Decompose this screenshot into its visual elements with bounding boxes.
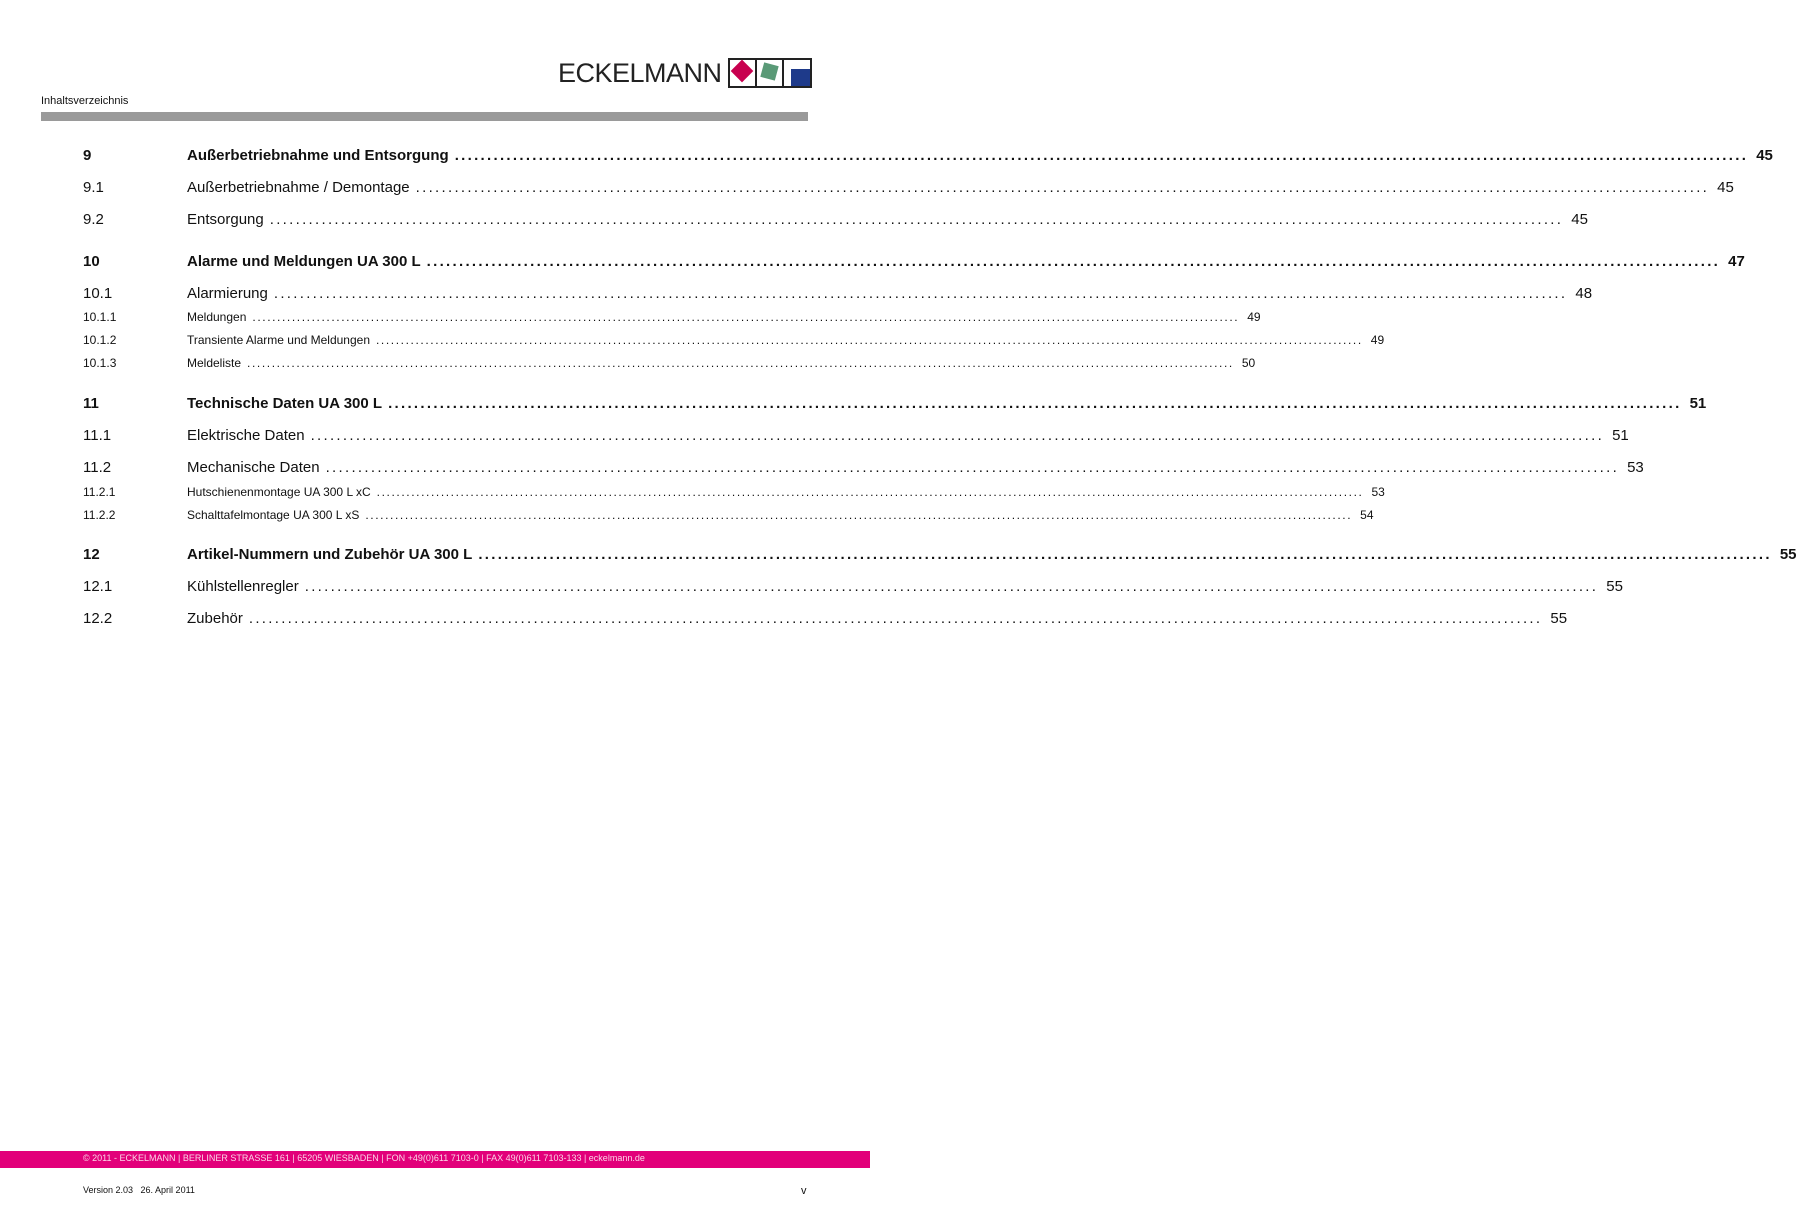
toc-page: 55 [1779, 546, 1797, 563]
dot-leader: ........................................................................................................................................................................................................ [376, 485, 1364, 499]
toc-number: 10.1.1 [83, 310, 117, 324]
toc-entry[interactable] [83, 179, 1734, 196]
page-number: v [801, 1185, 807, 1197]
toc-entry[interactable] [83, 427, 1629, 444]
toc-page: 45 [1756, 147, 1773, 164]
toc-entry[interactable] [83, 253, 1745, 270]
toc-number: 11.2.1 [83, 485, 116, 499]
dot-leader: ........................................................................................................................................................................................................ [248, 610, 1543, 627]
toc-page: 48 [1575, 285, 1593, 302]
toc-page: 45 [1717, 179, 1734, 196]
toc-number: 10.1.3 [83, 356, 117, 370]
dot-leader: ........................................................................................................................................................................................................ [304, 578, 1599, 595]
toc-number: 11.2.2 [83, 508, 116, 522]
toc-page: 54 [1360, 508, 1374, 522]
toc-title: Kühlstellenregler [187, 578, 299, 595]
toc-title: Schalttafelmontage UA 300 L xS [187, 508, 360, 522]
toc-title: Artikel-Nummern und Zubehör UA 300 L [187, 546, 473, 563]
toc-number: 10.1.2 [83, 333, 117, 347]
toc-title: Hutschienenmontage UA 300 L xC [187, 485, 371, 499]
toc-title: Außerbetriebnahme / Demontage [187, 179, 410, 196]
toc-entry[interactable] [83, 356, 1256, 370]
toc-entry[interactable] [83, 147, 1773, 164]
toc-entry[interactable] [83, 610, 1568, 627]
toc-page: 51 [1612, 427, 1629, 444]
toc-page: 50 [1241, 356, 1256, 370]
toc-number: 9.2 [83, 211, 104, 228]
header-rule [41, 112, 808, 121]
logo-text: ECKELMANN [558, 57, 722, 88]
toc-title: Elektrische Daten [187, 427, 305, 444]
dot-leader: ........................................................................................................................................................................................................ [388, 395, 1682, 412]
toc-page: 51 [1689, 395, 1707, 412]
toc-page: 53 [1627, 459, 1644, 476]
toc-entry[interactable] [83, 211, 1588, 228]
toc-entry[interactable] [83, 508, 1374, 522]
dot-leader: ........................................................................................................................................................................................................ [426, 253, 1721, 270]
toc-title: Transiente Alarme und Meldungen [187, 333, 370, 347]
toc-entry[interactable] [83, 333, 1385, 347]
version-info: Version 2.03 26. April 2011 [83, 1185, 195, 1195]
toc-entry[interactable] [83, 285, 1593, 302]
toc-page: 47 [1728, 253, 1745, 270]
toc-number: 10 [83, 253, 100, 270]
footer-address: © 2011 - ECKELMANN | BERLINER STRASSE 161 | 65205 WIESBADEN | FON +49(0)611 7103-0 | FAX 49(0)611 7103-133 | eckelmann.de [83, 1153, 645, 1163]
dot-leader: ........................................................................................................................................................................................................ [454, 147, 1749, 164]
dot-leader: ........................................................................................................................................................................................................ [365, 508, 1353, 522]
dot-leader: ........................................................................................................................................................................................................ [415, 179, 1710, 196]
toc-number: 10.1 [83, 285, 113, 302]
toc-title: Alarmierung [187, 285, 268, 302]
section-header: Inhaltsverzeichnis [41, 95, 129, 107]
eckelmann-logo [558, 57, 812, 89]
toc-entry[interactable] [83, 459, 1644, 476]
toc-page: 49 [1370, 333, 1385, 347]
dot-leader: ........................................................................................................................................................................................................ [310, 427, 1605, 444]
dot-leader: ........................................................................................................................................................................................................ [325, 459, 1620, 476]
toc-number: 11.2 [83, 459, 112, 476]
toc-title: Alarme und Meldungen UA 300 L [187, 253, 421, 270]
toc-page: 53 [1371, 485, 1385, 499]
toc-page: 55 [1606, 578, 1623, 595]
dot-leader: ........................................................................................................................................................................................................ [376, 333, 1363, 347]
toc-entry[interactable] [83, 485, 1385, 499]
toc-entry[interactable] [83, 578, 1623, 595]
dot-leader: ........................................................................................................................................................................................................ [269, 211, 1564, 228]
logo-squares-icon [728, 58, 812, 88]
dot-leader: ........................................................................................................................................................................................................ [478, 546, 1772, 563]
toc-number: 11 [83, 395, 99, 412]
toc-page: 49 [1247, 310, 1261, 324]
toc-title: Außerbetriebnahme und Entsorgung [187, 147, 449, 164]
toc-entry[interactable] [83, 395, 1707, 412]
toc-number: 12.2 [83, 610, 113, 627]
dot-leader: ........................................................................................................................................................................................................ [247, 356, 1234, 370]
toc-entry[interactable] [83, 546, 1797, 563]
toc-title: Meldeliste [187, 356, 242, 370]
toc-title: Zubehör [187, 610, 243, 627]
toc-number: 9 [83, 147, 92, 164]
toc-number: 12.1 [83, 578, 113, 595]
toc-number: 12 [83, 546, 100, 563]
dot-leader: ........................................................................................................................................................................................................ [252, 310, 1240, 324]
toc-title: Technische Daten UA 300 L [187, 395, 383, 412]
toc-page: 45 [1571, 211, 1588, 228]
toc-number: 9.1 [83, 179, 104, 196]
toc-page: 55 [1550, 610, 1568, 627]
footer-bar [0, 1151, 870, 1168]
toc-title: Mechanische Daten [187, 459, 320, 476]
toc-title: Entsorgung [187, 211, 264, 228]
toc-title: Meldungen [187, 310, 247, 324]
toc-number: 11.1 [83, 427, 112, 444]
dot-leader: ........................................................................................................................................................................................................ [273, 285, 1568, 302]
toc-entry[interactable] [83, 310, 1261, 324]
